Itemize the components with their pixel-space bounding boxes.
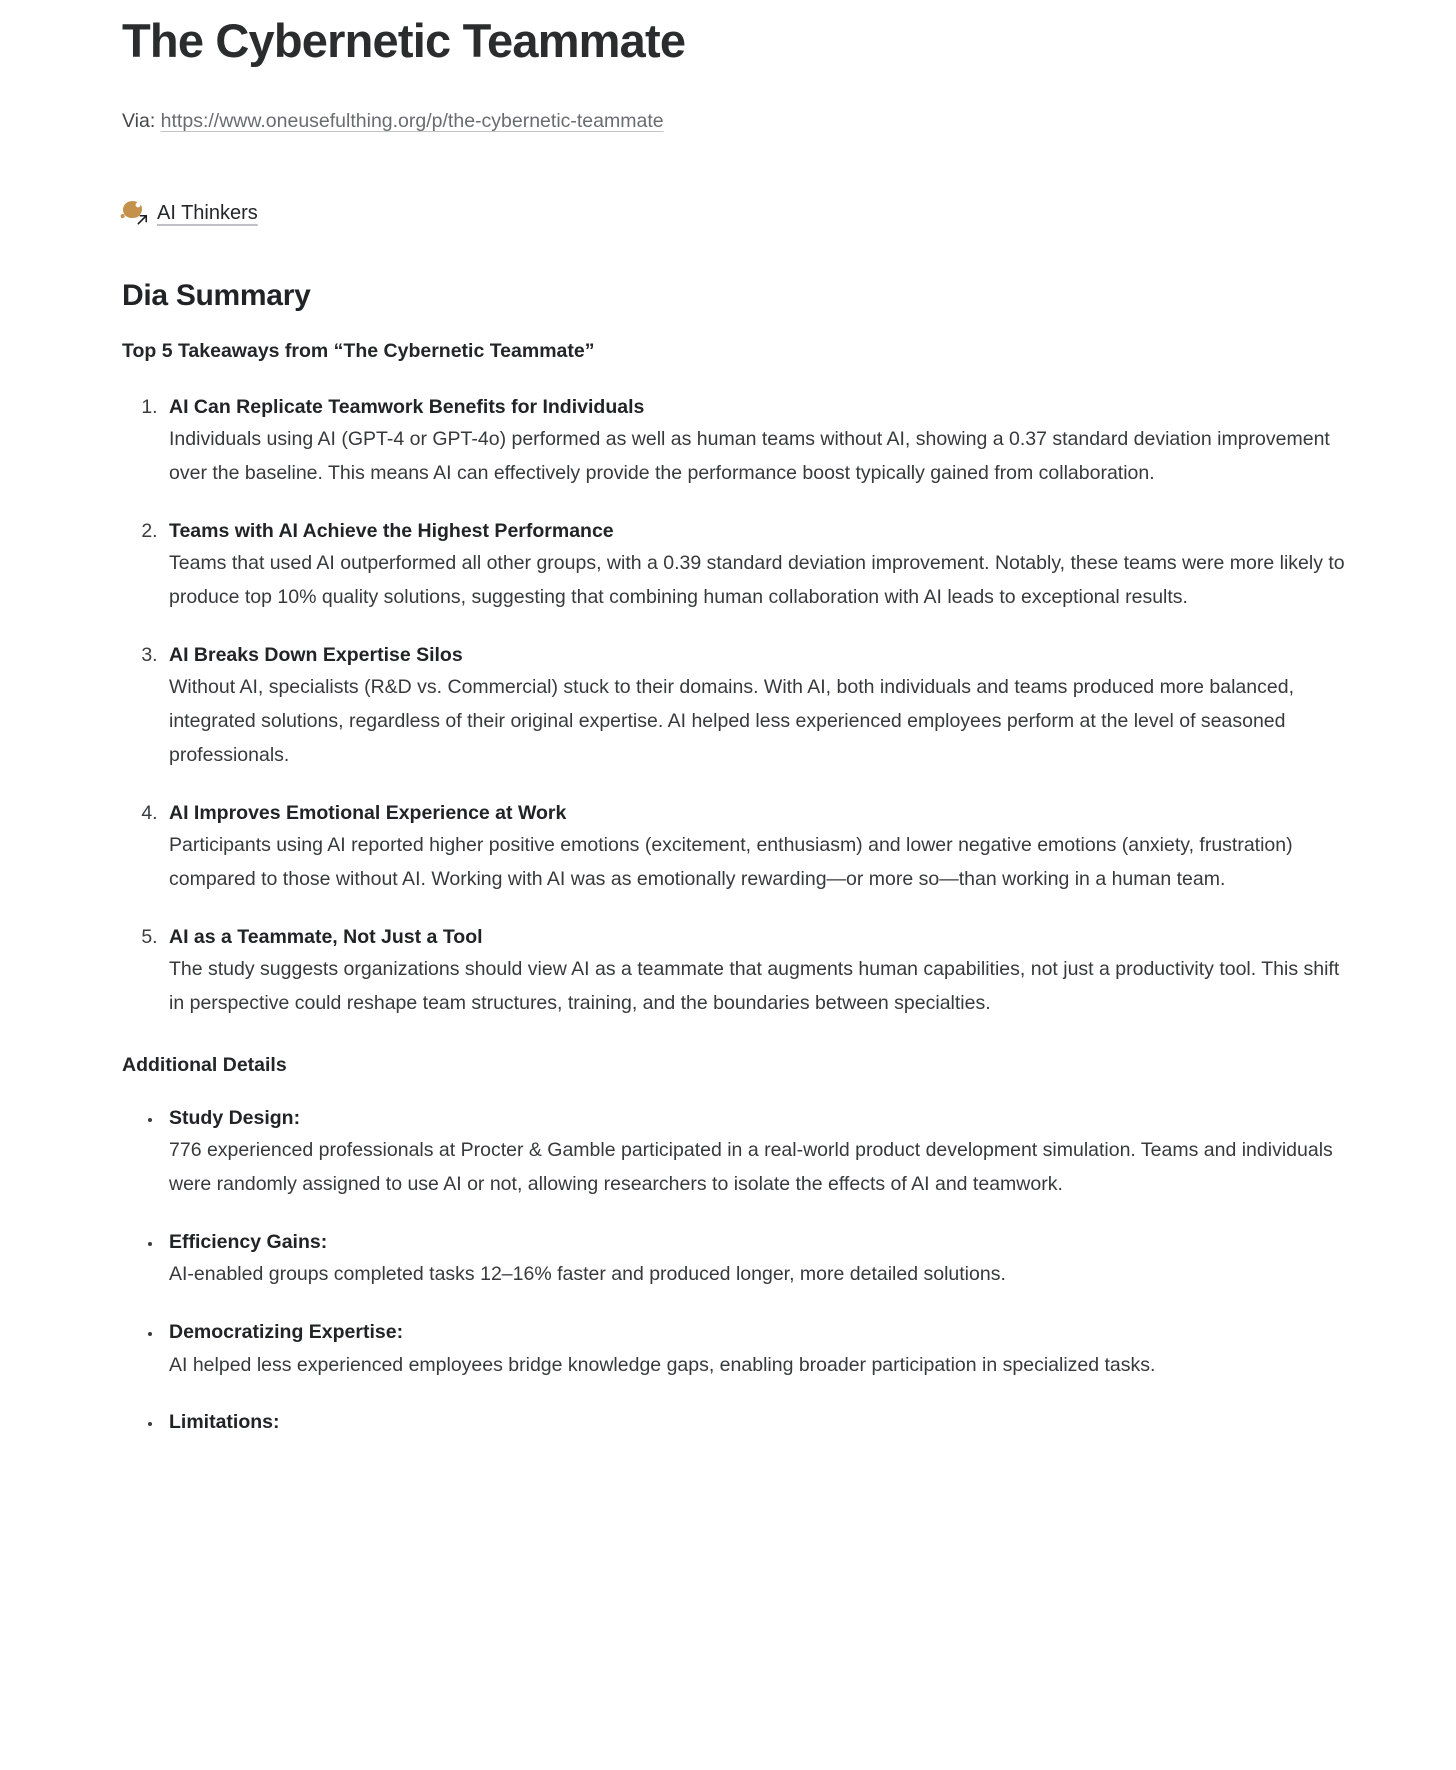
source-link-row[interactable] <box>122 199 1346 227</box>
list-item <box>163 798 1346 897</box>
takeaway-body: Participants using AI reported higher positive emotions (excitement, enthusiasm) and lower negative emotions (anxiety, frustration) compared to those without AI. Working with AI was as emotionally rewarding—or more so—than working in a human team. <box>169 833 1293 890</box>
takeaway-title: 4. AI Improves Emotional Experience at Work <box>169 801 567 824</box>
list-item <box>163 1103 1346 1202</box>
ai-thinkers-favicon <box>122 200 152 226</box>
page-title: The Cybernetic Teammate <box>122 14 686 67</box>
takeaway-title: 3. AI Breaks Down Expertise Silos <box>169 643 463 666</box>
list-item <box>163 922 1346 1021</box>
list-item <box>163 1407 1346 1437</box>
additional-details-list <box>122 1103 1346 1438</box>
source-url-link[interactable]: https://www.oneusefulthing.org/p/the-cybernetic-teammate <box>160 110 664 133</box>
detail-title: • Democratizing Expertise: <box>169 1321 404 1344</box>
takeaways-list <box>122 392 1346 1021</box>
list-item <box>163 1227 1346 1292</box>
section-heading-dia-summary: Dia Summary <box>122 279 311 313</box>
takeaway-title: 2. Teams with AI Achieve the Highest Performance <box>169 519 614 542</box>
subsection-heading-additional-details: Additional Details <box>122 1053 287 1076</box>
external-link-arrow-icon <box>135 212 150 227</box>
takeaway-body: Individuals using AI (GPT-4 or GPT-4o) performed as well as human teams without AI, showing a 0.37 standard deviation improvement over the baseline. This means AI can effectively provide the performance boost typically gained from collaboration. <box>169 427 1330 484</box>
list-item <box>163 392 1346 491</box>
detail-title: • Limitations: <box>169 1411 280 1434</box>
takeaway-body: Without AI, specialists (R&D vs. Commercial) stuck to their domains. With AI, both individuals and teams produced more balanced, integrated solutions, regardless of their original expertise. AI helped less experienced employees perform at the level of seasoned professionals. <box>169 675 1294 766</box>
detail-title: • Efficiency Gains: <box>169 1231 328 1254</box>
via-line <box>122 108 1346 135</box>
takeaway-body: Teams that used AI outperformed all other groups, with a 0.39 standard deviation improvement. Notably, these teams were more likely to produce top 10% quality solutions, suggesting that combining human collaboration with AI leads to exceptional results. <box>169 551 1345 608</box>
via-label: Via: <box>122 110 156 133</box>
takeaway-title: 1. AI Can Replicate Teamwork Benefits for Individuals <box>169 395 645 418</box>
detail-body: 776 experienced professionals at Procter & Gamble participated in a real-world product development simulation. Teams and individuals were randomly assigned to use AI or not, allowing researchers to isolate the effects of AI and teamwork. <box>169 1139 1333 1196</box>
takeaway-body: The study suggests organizations should view AI as a teammate that augments human capabilities, not just a productivity tool. This shift in perspective could reshape team structures, training, and the boundaries between specialties. <box>169 958 1340 1014</box>
detail-body: AI-enabled groups completed tasks 12–16% faster and produced longer, more detailed solutions. <box>169 1263 1006 1286</box>
list-item <box>163 640 1346 773</box>
detail-title: • Study Design: <box>169 1107 301 1130</box>
list-item <box>163 1317 1346 1382</box>
takeaway-title: 5. AI as a Teammate, Not Just a Tool <box>169 925 483 948</box>
source-site-link[interactable]: AI Thinkers <box>157 202 258 225</box>
list-item <box>163 516 1346 615</box>
takeaways-lead-line: Top 5 Takeaways from “The Cybernetic Teammate” <box>122 340 595 363</box>
detail-body: AI helped less experienced employees bridge knowledge gaps, enabling broader participation in specialized tasks. <box>169 1353 1156 1376</box>
